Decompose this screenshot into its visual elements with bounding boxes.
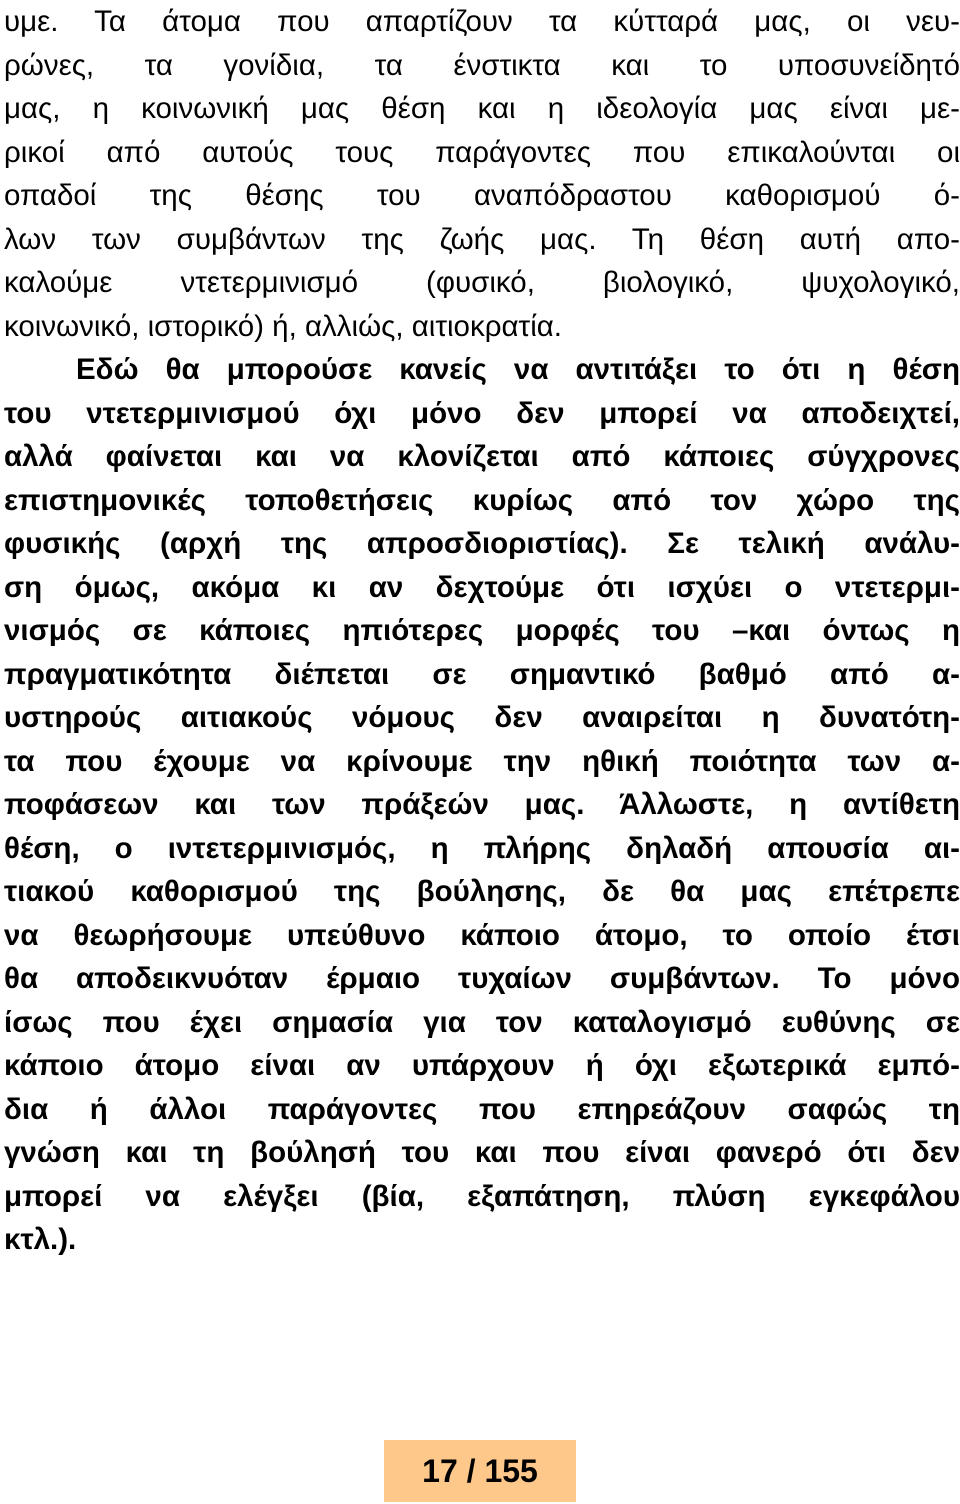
page-number-badge (384, 1440, 576, 1502)
page-number: 17 / 155 (422, 1452, 538, 1489)
text-line: κάποιο άτομο είναι αν υπάρχουν ή όχι εξωτερικά εμπό- (4, 1049, 960, 1082)
text-line: του ντετερμινισμού όχι μόνο δεν μπορεί να αποδειχτεί, (4, 396, 960, 430)
text-line: τα που έχουμε να κρίνουμε την ηθική ποιότητα των α- (4, 744, 960, 778)
text-line: δια ή άλλοι παράγοντες που επηρεάζουν σαφώς τη (4, 1092, 960, 1126)
text-line: υστηρούς αιτιακούς νόμους δεν αναιρείται η δυνατότη- (4, 701, 960, 734)
text-line: Εδώ θα μπορούσε κανείς να αντιτάξει το ότι η θέση (76, 353, 960, 386)
text-line: γνώση και τη βούλησή του και που είναι φανερό ότι δεν (4, 1136, 960, 1169)
text-line: ίσως που έχει σημασία για τον καταλογισμό ευθύνης σε (4, 1005, 960, 1039)
text-line: μπορεί να ελέγξει (βία, εξαπάτηση, πλύση εγκεφάλου (4, 1179, 960, 1213)
text-line: ση όμως, ακόμα κι αν δεχτούμε ότι ισχύει ο ντετερμι- (4, 570, 960, 604)
text-line: καλούμε ντετερμινισμό (φυσικό, βιολογικό, ψυχολογικό, (4, 266, 960, 299)
text-line: κοινωνικό, ιστορικό) ή, αλλιώς, αιτιοκρατία. (4, 309, 562, 343)
text-line: νισμός σε κάποιες ηπιότερες μορφές του –και όντως η (4, 614, 960, 647)
text-line: φυσικής (αρχή της απροσδιοριστίας). Σε τελική ανάλυ- (4, 527, 960, 560)
text-line: ποφάσεων και των πράξεών μας. Άλλωστε, η αντίθετη (4, 788, 960, 821)
body-text (4, 0, 960, 1262)
text-line: αλλά φαίνεται και να κλονίζεται από κάποιες σύγχρονες (4, 440, 960, 473)
text-line: κτλ.). (4, 1223, 77, 1256)
text-line: επιστημονικές τοποθετήσεις κυρίως από τον χώρο της (4, 483, 960, 517)
text-line: πραγματικότητα διέπεται σε σημαντικό βαθμό από α- (4, 657, 960, 691)
text-line: οπαδοί της θέσης του αναπόδραστου καθορισμού ό- (4, 179, 960, 212)
text-line: υμε. Τα άτομα που απαρτίζουν τα κύτταρά μας, οι νευ- (4, 5, 960, 38)
text-line: μας, η κοινωνική μας θέση και η ιδεολογία μας είναι με- (4, 92, 960, 125)
text-line: θα αποδεικνυόταν έρμαιο τυχαίων συμβάντων. Το μόνο (4, 962, 960, 995)
text-line: λων των συμβάντων της ζωής μας. Τη θέση αυτή απο- (4, 222, 960, 256)
text-line: να θεωρήσουμε υπεύθυνο κάποιο άτομο, το οποίο έτσι (4, 918, 960, 952)
text-line: ρώνες, τα γονίδια, τα ένστικτα και το υποσυνείδητό (4, 48, 960, 82)
text-line: ρικοί από αυτούς τους παράγοντες που επικαλούνται οι (4, 135, 960, 169)
text-line: τιακού καθορισμού της βούλησης, δε θα μας επέτρεπε (4, 875, 960, 908)
text-line: θέση, ο ιντετερμινισμός, η πλήρης δηλαδή απουσία αι- (4, 831, 960, 865)
